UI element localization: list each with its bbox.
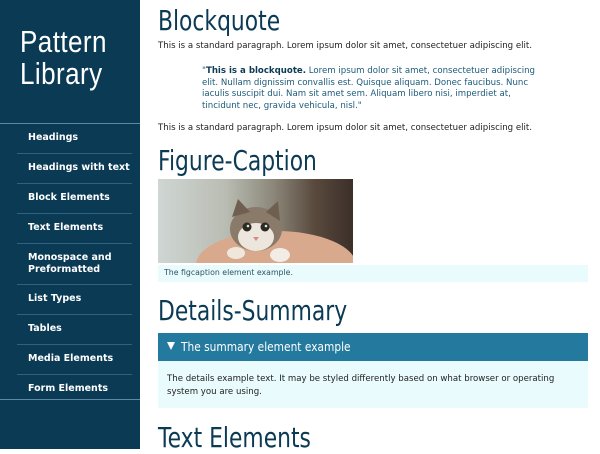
- nav-item-tables[interactable]: Tables: [17, 315, 132, 345]
- sidebar-nav: [0, 123, 140, 404]
- nav-item-block-elements[interactable]: Block Elements: [17, 184, 132, 214]
- details-text: The details example text. It may be styled differently based on what browser or operating system you are using.: [167, 374, 555, 397]
- details-body: [158, 361, 588, 408]
- blockquote-open-quote: ": [202, 66, 206, 76]
- triangle-down-icon: [167, 342, 175, 350]
- heading-text-elements: Text Elements: [158, 421, 311, 454]
- heading-blockquote: Blockquote: [158, 4, 281, 37]
- blockquote-strong: This is a blockquote.: [205, 66, 307, 76]
- nav-item-headings-with-text[interactable]: Headings with text: [17, 154, 132, 184]
- heading-figure-caption: Figure-Caption: [158, 144, 317, 177]
- blockquote-close-quote: ": [357, 100, 362, 111]
- blockquote-text: Lorem ipsum dolor sit amet, consectetuer adipiscing elit. Nullam dignissim convallis est. Quisque aliquam. Donec faucibus. Nunc iaculis suscipit dui. Nam sit amet sem. Aliquam libero nisi, imperdiet at, tincidunt nec, gravida vehicula, nisl.: [202, 66, 535, 111]
- nav-item-label-line-2: Preformatted: [28, 264, 101, 275]
- nav-item-headings[interactable]: Headings: [17, 124, 132, 154]
- logo-line-1: Pattern: [20, 24, 107, 59]
- kitten-image: [158, 179, 353, 263]
- logo-line-2: Library: [20, 56, 103, 91]
- nav-item-text-elements[interactable]: Text Elements: [17, 214, 132, 244]
- site-logo[interactable]: [20, 26, 112, 90]
- nav-item-label-line-1: Monospace and: [28, 252, 112, 263]
- standard-paragraph-1: This is a standard paragraph. Lorem ipsum dolor sit amet, consectetuer adipiscing elit.: [158, 41, 533, 51]
- nav-item-list-types[interactable]: List Types: [17, 285, 132, 315]
- sidebar: [0, 0, 140, 449]
- nav-item-monospace-preformatted[interactable]: [17, 244, 132, 285]
- nav-item-form-elements[interactable]: Form Elements: [28, 383, 109, 394]
- figure: [158, 179, 588, 282]
- heading-details-summary: Details-Summary: [158, 294, 348, 327]
- summary-label: The summary element example: [181, 339, 351, 354]
- figcaption-bar: [158, 265, 588, 282]
- details-summary-toggle[interactable]: [158, 333, 588, 361]
- standard-paragraph-2: This is a standard paragraph. Lorem ipsum dolor sit amet, consectetuer adipiscing elit.: [158, 123, 533, 133]
- kitten-image-art: [158, 179, 353, 263]
- nav-item-media-elements[interactable]: Media Elements: [17, 345, 132, 375]
- sidebar-divider: [0, 399, 140, 400]
- blockquote: [202, 66, 542, 112]
- figcaption: The figcaption element example.: [164, 268, 293, 277]
